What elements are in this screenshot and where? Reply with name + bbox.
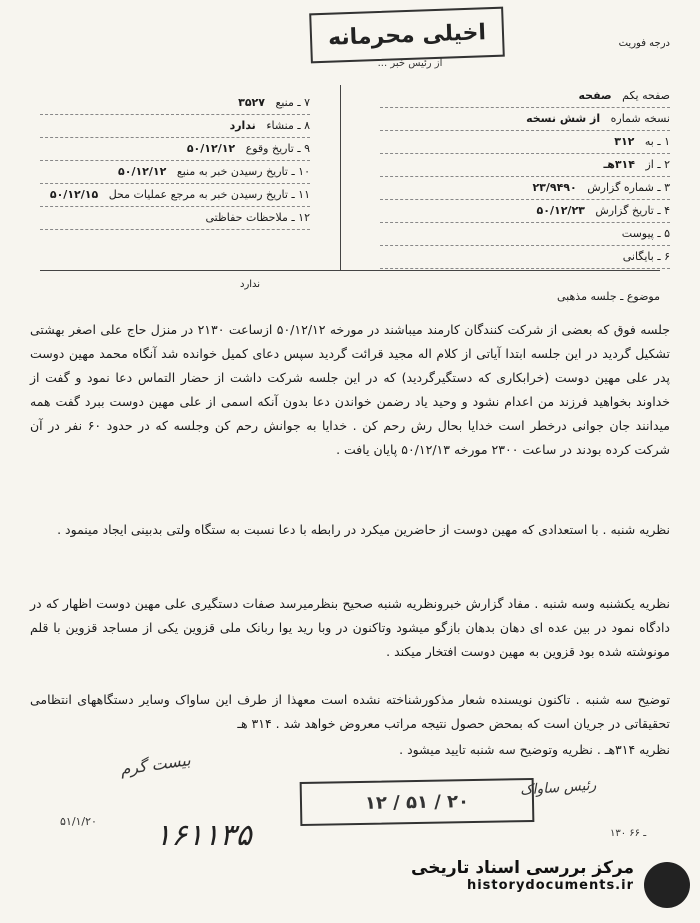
header-left-table [40, 92, 310, 230]
archive-logo-icon [644, 862, 690, 908]
header-left-row [40, 184, 310, 207]
field-label: ۳ ـ شماره گزارش [587, 181, 670, 194]
field-value: ۲۳/۹۴۹۰ [532, 181, 577, 194]
classification-stamp: اخیلی محرمانه [309, 7, 505, 64]
field-label: نسخه شماره [610, 112, 670, 125]
site-watermark [410, 858, 690, 918]
field-label: ۶ ـ بایگانی [622, 250, 670, 263]
field-label: ۸ ـ منشاء [266, 119, 310, 132]
header-left-row [40, 115, 310, 138]
field-value: ۵۰/۱۲/۱۲ [118, 165, 167, 178]
header-left-row [40, 92, 310, 115]
field-label: ۱ ـ به [644, 135, 670, 148]
field-label: ۴ ـ تاریخ گزارش [595, 204, 670, 217]
header-divider [40, 270, 660, 271]
field-value: ۳۵۲۷ [238, 96, 265, 109]
header-left-row [40, 207, 310, 230]
watermark-title: مرکز بررسی اسناد تاریخی [411, 858, 634, 878]
field-label: ۲ ـ از [645, 158, 670, 171]
field-value: ۵۰/۱۲/۱۲ [186, 142, 236, 155]
signature-left: بیست گرم [119, 750, 192, 779]
header-right-row [380, 200, 670, 223]
explanation-paragraph: توضیح سه شنبه . تاکنون نویسنده شعار مذکورشناخته نشده است معهذا از طرف این ساواک وسایر دستگاههای انتظامی تحقیقاتی در جریان است که بمحض حصول نتیجه مراتب معروض خواهد شد . ۳۱۴ هـ [30, 692, 670, 731]
priority-grade-label: درجه فوریت [618, 38, 670, 49]
field-value: از شش نسخه [526, 112, 601, 125]
header-right-table [380, 85, 670, 269]
final-opinion-paragraph: نظریه ۳۱۴هـ . نظریه وتوضیح سه شنبه تایید میشود . [399, 742, 670, 757]
footer-reference: ۱۳۰ ـ ۶۶ [610, 828, 647, 839]
header-right-row [380, 177, 670, 200]
classification-stamp-sub: ... از رئیس خبر [377, 58, 443, 69]
header-left-row [40, 138, 310, 161]
field-label: ۱۰ ـ تاریخ رسیدن خبر به منبع [176, 165, 310, 178]
field-label: ۵ ـ پیوست [621, 227, 670, 240]
field-label: صفحه یکم [622, 89, 670, 102]
header-right-row [380, 85, 670, 108]
header-right-row [380, 131, 670, 154]
report-paragraph: جلسه فوق که بعضی از شرکت کنندگان کارمند میباشند در مورخه ۵۰/۱۲/۱۲ ازساعت ۲۱۳۰ در منزل حاج علی اصغر بهشتی تشکیل گردید در این جلسه ابتدا آیاتی از کلام اله مجید قرائت گردید سپس دعای کمیل خوانده شد آنگاه محمد مهین دوست پدر علی مهین دوست (خرابکاری که دستگیرگردید) که در این جلسه شرکت داشت از حضار التماس دعا نمود و گفت از خداوند بخواهید فرزند من اعدام نشود و وحید یاد رضمن خواندن دعا بدون آنکه اسمی از علی مهین دوست ببرد گفت همه میدانند جان جوانی درخطر است خدایا بحال رش رحم کن . خدایا به جوانش رحم کن وجلسه که در حدود ۶۰ نفر در آن شرکت کرده بودند در ساعت ۲۳۰۰ مورخه ۵۰/۱۲/۱۳ پایان یافت . [30, 322, 671, 457]
signature-right: رئیس ساواک [519, 777, 597, 799]
subject-line: موضوع ـ جلسه مذهبی [557, 290, 660, 303]
handwritten-date: ۵۱/۱/۲۰ [60, 815, 97, 828]
field-value: ۵۰/۱۲/۲۳ [536, 204, 585, 217]
field-value: ۵۰/۱۲/۱۵ [49, 188, 99, 201]
field-value: ۳۱۲ [614, 135, 635, 148]
field-label: ۱۲ ـ ملاحظات حفاظتی [205, 211, 310, 224]
received-stamp: ۱۲ / ۵۱ / ۲۰ [300, 778, 535, 826]
attachment-note: ندارد [240, 279, 261, 290]
opinion-paragraph: نظریه یکشنبه وسه شنبه . مفاد گزارش خبرونظریه شنبه صحیح بنظرمیرسد صفات دستگیری علی مهین دوست اظهار که در دادگاه نمود در بین عده ای دهان بدهان بازگو میشود وتاکنون در وبا رید یوا ربانک ملی قزوین یکی از مساجد قزوین با قلم مونوشته شده بود قزوین به مهین دوست افتخار میکند . [30, 596, 670, 659]
header-column-divider [340, 85, 341, 270]
watermark-url: historydocuments.ir [466, 878, 634, 893]
field-value: ۳۱۴هـ [603, 158, 635, 171]
field-label: ۱۱ ـ تاریخ رسیدن خبر به مرجع عملیات محل [108, 188, 310, 201]
header-right-row [380, 108, 670, 131]
handwritten-number: ۱۶۱۱۳۵ [155, 818, 252, 853]
header-right-row [380, 223, 670, 246]
header-left-row [40, 161, 310, 184]
field-value: ندارد [229, 119, 256, 132]
field-value: صفحه [578, 89, 612, 102]
field-label: ۷ ـ منبع [275, 96, 310, 109]
opinion-paragraph: نظریه شنبه . با استعدادی که مهین دوست از حاضرین میکرد در رابطه با دعا نسبت به ستگاه ولتی بدبینی ایجاد مینمود . [57, 522, 670, 537]
header-right-row [380, 154, 670, 177]
header-right-row [380, 246, 670, 269]
field-label: ۹ ـ تاریخ وقوع [245, 142, 310, 155]
